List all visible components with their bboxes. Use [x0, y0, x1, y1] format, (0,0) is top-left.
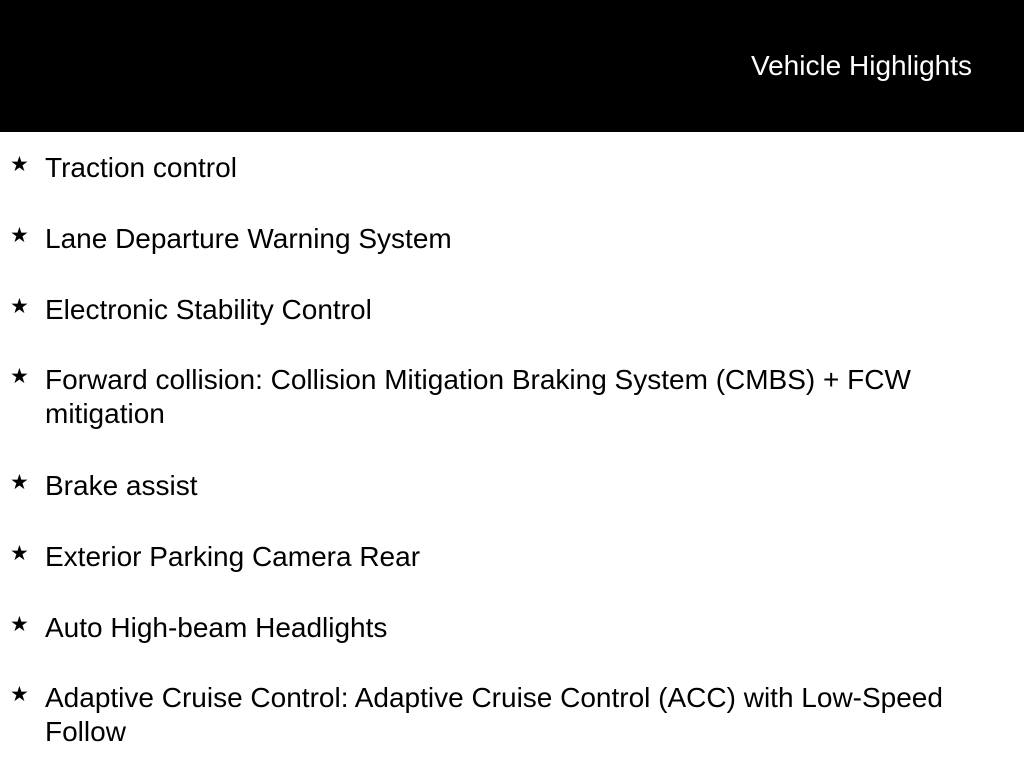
page-title: Vehicle Highlights — [750, 50, 972, 81]
star-icon: ★ — [10, 613, 29, 636]
list-item-text: Forward collision: Collision Mitigation Braking System (CMBS) + FCW mitigation — [45, 364, 911, 429]
list-item-text: Electronic Stability Control — [45, 294, 372, 325]
list-item-text: Brake assist — [45, 470, 198, 501]
list-item-text: Auto High-beam Headlights — [45, 612, 388, 643]
star-icon: ★ — [10, 224, 29, 247]
list-item-text: Traction control — [45, 152, 237, 183]
star-icon: ★ — [10, 295, 29, 318]
star-icon: ★ — [10, 471, 29, 494]
list-item-text: Adaptive Cruise Control: Adaptive Cruise Control (ACC) with Low-Speed Follow — [45, 682, 943, 747]
star-icon: ★ — [10, 153, 29, 176]
page-header — [0, 0, 1024, 132]
star-icon: ★ — [10, 542, 29, 565]
list-item-text: Lane Departure Warning System — [45, 223, 452, 254]
list-item-text: Exterior Parking Camera Rear — [45, 541, 421, 572]
star-icon: ★ — [10, 683, 29, 706]
star-icon: ★ — [10, 365, 29, 388]
